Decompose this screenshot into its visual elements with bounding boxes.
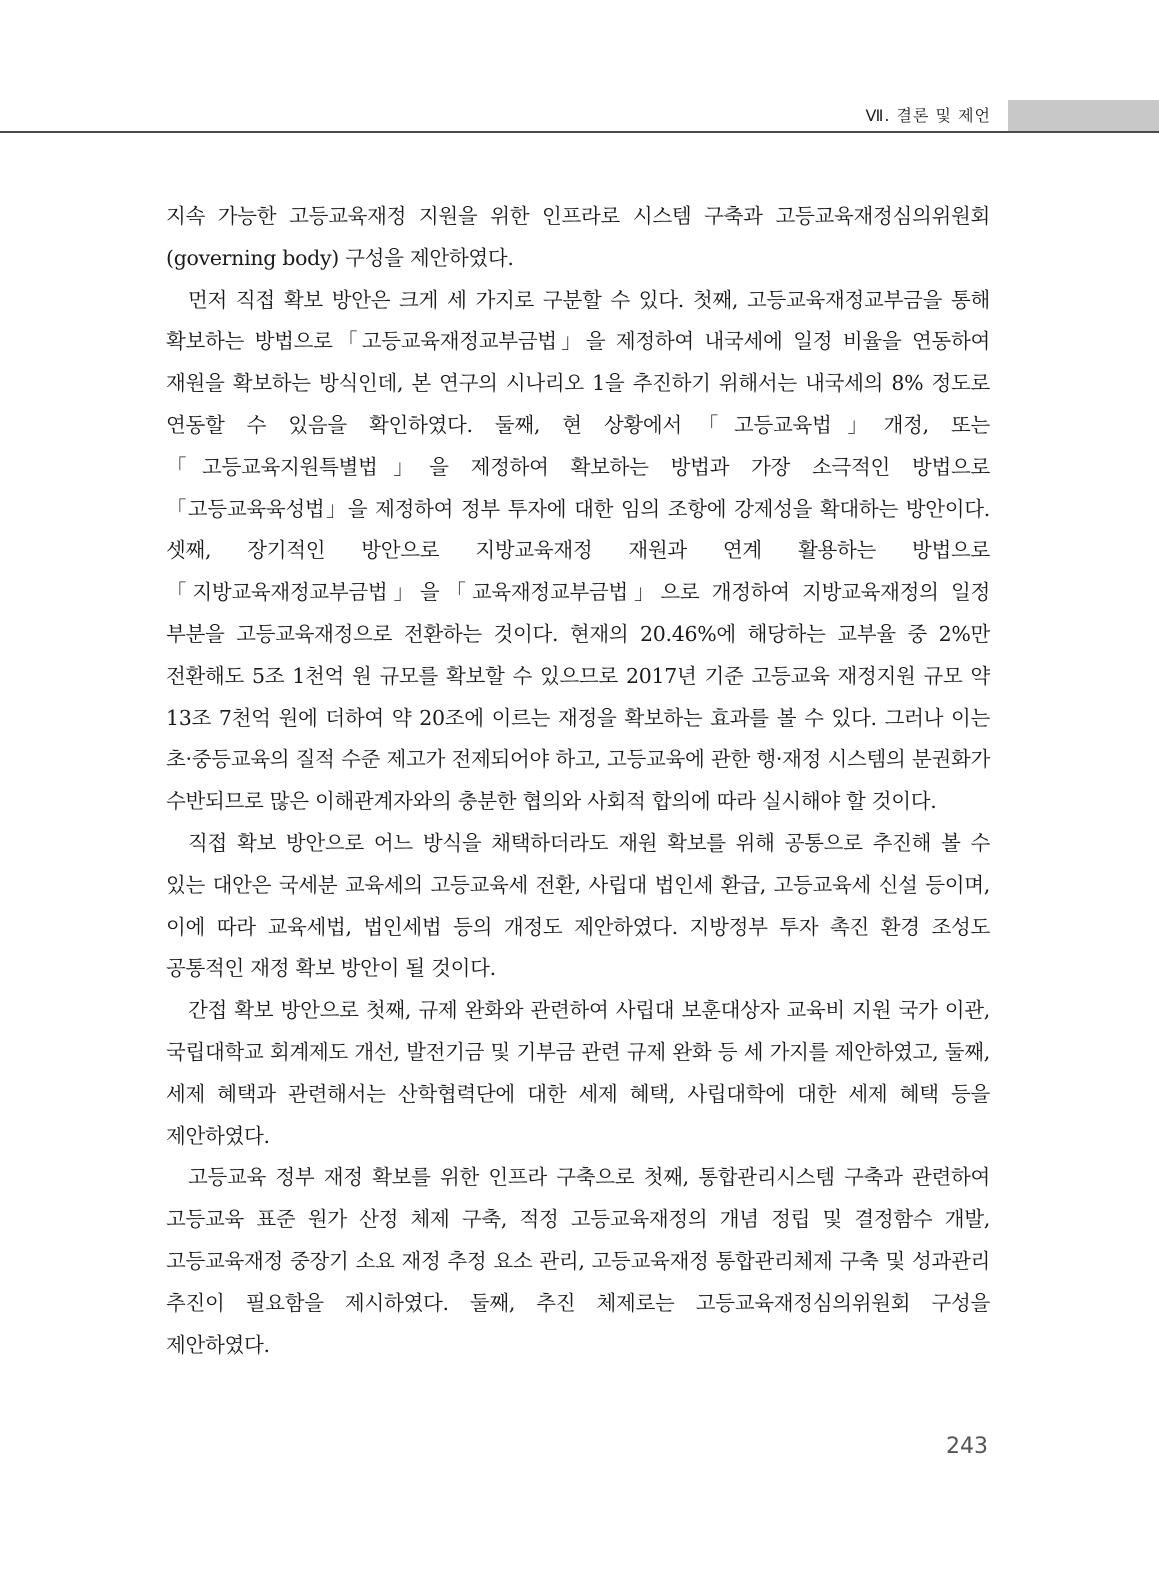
running-header <box>0 100 1159 134</box>
page-number: 243 <box>946 1434 988 1459</box>
header-divider <box>0 131 1159 133</box>
paragraph-direct-methods: 먼저 직접 확보 방안은 크게 세 가지로 구분할 수 있다. 첫째, 고등교육재정교부금을 통해 확보하는 방법으로「고등교육재정교부금법」을 제정하여 내국세에 일정 비율을 연동하여 재원을 확보하는 방식인데, 본 연구의 시나리오 1을 추진하기 위해서는 내국세의 8% 정도로 연동할 수 있음을 확인하였다. 둘째, 현 상황에서「고등교육법」개정, 또는「고등교육지원특별법」을 제정하여 확보하는 방법과 가장 소극적인 방법으로「고등교육육성법」을 제정하여 정부 투자에 대한 임의 조항에 강제성을 확대하는 방안이다. 셋째, 장기적인 방안으로 지방교육재정 재원과 연계 활용하는 방법으로「지방교육재정교부금법」을「교육재정교부금법」으로 개정하여 지방교육재정의 일정 부분을 고등교육재정으로 전환하는 것이다. 현재의 20.46%에 해당하는 교부율 중 2%만 전환해도 5조 1천억 원 규모를 확보할 수 있으므로 2017년 기준 고등교육 재정지원 규모 약 13조 7천억 원에 더하여 약 20조에 이르는 재정을 확보하는 효과를 볼 수 있다. 그러나 이는 초·중등교육의 질적 수준 제고가 전제되어야 하고, 고등교육에 관한 행·재정 시스템의 분권화가 수반되므로 많은 이해관계자와의 충분한 협의와 사회적 합의에 따라 실시해야 할 것이다. <box>166 287 990 814</box>
paragraph-intro: 지속 가능한 고등교육재정 지원을 위한 인프라로 시스템 구축과 고등교육재정심의위원회(governing body) 구성을 제안하였다. <box>166 204 990 270</box>
section-title: Ⅶ. 결론 및 제언 <box>865 106 991 125</box>
paragraph-infrastructure: 고등교육 정부 재정 확보를 위한 인프라 구축으로 첫째, 통합관리시스템 구축과 관련하여 고등교육 표준 원가 산정 체제 구축, 적정 고등교육재정의 개념 정립 및 결정함수 개발, 고등교육재정 중장기 소요 재정 추정 요소 관리, 고등교육재정 통합관리체제 구축 및 성과관리 추진이 필요함을 제시하였다. 둘째, 추진 체제로는 고등교육재정심의위원회 구성을 제안하였다. <box>166 1165 990 1357</box>
header-gray-bar <box>1008 100 1159 131</box>
body-text <box>166 196 990 1366</box>
paragraph-common-alternatives: 직접 확보 방안으로 어느 방식을 채택하더라도 재원 확보를 위해 공통으로 추진해 볼 수 있는 대안은 국세분 교육세의 고등교육세 전환, 사립대 법인세 환급, 고등교육세 신설 등이며, 이에 따라 교육세법, 법인세법 등의 개정도 제안하였다. 지방정부 투자 촉진 환경 조성도 공통적인 재정 확보 방안이 될 것이다. <box>166 830 990 981</box>
paragraph-indirect-methods: 간접 확보 방안으로 첫째, 규제 완화와 관련하여 사립대 보훈대상자 교육비 지원 국가 이관, 국립대학교 회계제도 개선, 발전기금 및 기부금 관련 규제 완화 등 세 가지를 제안하였고, 둘째, 세제 혜택과 관련해서는 산학협력단에 대한 세제 혜택, 사립대학에 대한 세제 혜택 등을 제안하였다. <box>166 998 990 1148</box>
